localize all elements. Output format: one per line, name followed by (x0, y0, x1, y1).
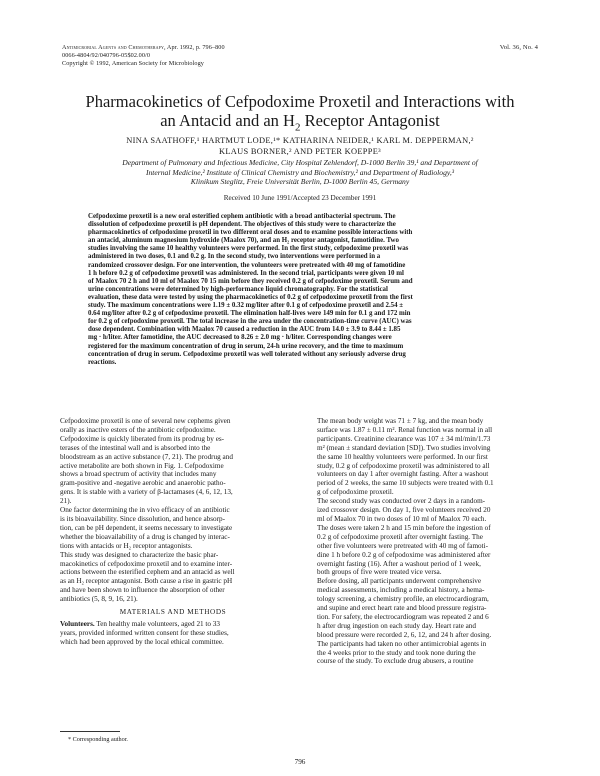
abstract-line: 1 h before 0.2 g of cefpodoxime proxetil was administered. In the second trial, participants were given 10 ml (88, 269, 404, 277)
affiliations (60, 158, 540, 187)
body-line: surface was 1.87 ± 0.11 m². Renal function was normal in all (317, 425, 493, 434)
body-line: Cefpodoxime proxetil is one of several new cephems given (60, 417, 231, 425)
body-line: The participants had taken no other antimicrobial agents in (317, 639, 487, 648)
left-column (60, 417, 286, 647)
body-line: macokinetics of cefpodoxime proxetil and to examine inter- (60, 559, 233, 568)
body-line: gens. It is stable with a variety of β-lactamases (4, 6, 12, 13, (60, 488, 233, 497)
author-list (50, 135, 550, 157)
body-line: h after drug ingestion on each study day. Heart rate and (317, 621, 476, 630)
body-line: tion. For safety, the electrocardiogram was repeated 2 and 6 (317, 612, 489, 621)
body-line: The mean body weight was 71 ± 7 kg, and the mean body (317, 417, 484, 425)
title-line-2-pre: an Antacid and an H (160, 111, 295, 130)
body-line: orally as inactive esters of the antibiotic cefpodoxime. (60, 425, 216, 434)
title-line-1: Pharmacokinetics of Cefpodoxime Proxetil and Interactions with (85, 92, 515, 111)
affiliation-line: Internal Medicine,² Institute of Clinical Chemistry and Biochemistry,² and Department of Radiology,³ (145, 167, 454, 177)
body-line: 21). (60, 497, 72, 506)
title-subscript: 2 (294, 121, 301, 134)
body-line: overnight fasting (16). After a washout period of 1 week, (317, 559, 481, 568)
body-line: course of the study. To exclude drug abusers, a routine (317, 657, 474, 666)
abstract-line: concentration of drug in serum. Cefpodoxime proxetil was well tolerated without any seriously adverse drug (88, 350, 406, 358)
body-line: is its bioavailability. Since dissolution, and hence absorp- (60, 514, 226, 523)
abstract-line: urine concentrations were determined by high-performance liquid chromatography. For the statistical (88, 285, 388, 293)
footnote-divider (60, 731, 120, 732)
body-line: ized crossover design. On day 1, five volunteers received 20 (317, 506, 491, 515)
body-line: both groups of five were treated vice versa. (317, 568, 442, 577)
abstract-line: studies involving the same 10 healthy volunteers were performed. In the first study, cefpodoxime proxetil was (88, 245, 409, 253)
body-line: tology screening, a chemistry profile, an electrocardiogram, (317, 595, 489, 604)
abstract-line: of Maalox 70 2 h and 10 ml of Maalox 70 15 min before they received 0.2 g of cefpodoxime proxetil. Serum and (88, 277, 413, 285)
affiliation-line: Klinikum Steglitz, Freie Universität Berlin, D-1000 Berlin 45, Germany (190, 177, 410, 187)
body-line: volunteers on day 1 after overnight fasting. After a washout (317, 470, 489, 479)
citation-text: , Apr. 1992, p. 796–800 (163, 44, 225, 51)
abstract-line: registered for the maximum concentration of drug in serum, 24-h urine recovery, and the time to maximum (88, 342, 404, 350)
abstract-line: dissolution of cefpodoxime proxetil is pH dependent. The objectives of this study were to characterize the (88, 221, 396, 229)
body-line: This study was designed to characterize the basic phar- (60, 550, 219, 559)
abstract-line: 0.64 mg/liter after 0.2 g of cefpodoxime proxetil. The elimination half-lives were 149 min for 0.1 g and 172 min (88, 310, 411, 318)
body-line: which had been approved by the local ethical committee. (60, 637, 224, 646)
body-line: antibiotics (5, 8, 9, 16, 21). (60, 595, 138, 604)
body-line (60, 620, 286, 629)
body-line: The doses were taken 2 h and 15 min before the ingestion of (317, 523, 491, 532)
body-line: terases of the intestinal wall and is absorbed into the (60, 443, 211, 452)
body-line: Before dosing, all participants underwent comprehensive (317, 577, 482, 586)
page-number: 796 (294, 758, 306, 766)
citation-line (62, 44, 225, 52)
abstract-line: randomized crossover design. For one intervention, the volunteers were pretreated with 40 mg of famotidine (88, 261, 406, 269)
body-line: active metabolite are both shown in Fig. 1. Cefpodoxime (60, 461, 224, 470)
abstract (88, 213, 512, 367)
affiliation-line: Department of Pulmonary and Infectious Medicine, City Hospital Zehlendorf, D-1000 Berlin 39,¹ and Department of (122, 158, 478, 167)
abstract-line: reactions. (88, 358, 117, 366)
body-line: The second study was conducted over 2 days in a random- (317, 497, 486, 506)
body-line: tion, can be pH dependent, it seems necessary to investigate (60, 523, 233, 532)
body-line: other five volunteers were pretreated with 40 mg of famoti- (317, 541, 489, 550)
article-title (40, 92, 560, 137)
body-line: Cefpodoxime is quickly liberated from its prodrug by es- (60, 434, 225, 443)
abstract-line: mg · h/liter. After famotidine, the AUC decreased to 8.26 ± 2.0 mg · h/liter. Corresponding changes were (88, 334, 392, 342)
body-line: bloodstream as an active substance (7, 21). The prodrug and (60, 452, 233, 461)
authors-line-2: KLAUS BORNER,² AND PETER KOEPPE³ (219, 147, 381, 156)
body-text: Ten healthy male volunteers, aged 21 to 33 (94, 619, 220, 628)
body-line: 0.2 g of cefpodoxime proxetil after overnight fasting. The (317, 532, 483, 541)
title-line-2-post: Receptor Antagonist (300, 111, 440, 130)
abstract-line: dose dependent. Combination with Maalox 70 caused a reduction in the AUC from 14.0 ± 3.9 to 8.44 ± 1.85 (88, 326, 401, 334)
section-heading-methods: MATERIALS AND METHODS (119, 608, 227, 617)
abstract-line: for 0.2 g of cefpodoxime proxetil. The total increase in the area under the concentration-time curve (AUC) was (88, 318, 412, 326)
body-line: as an H₂ receptor antagonist. Both cause a rise in gastric pH (60, 577, 233, 586)
subsection-label-volunteers: Volunteers. (60, 619, 95, 628)
body-line: blood pressure were recorded 2, 6, 12, and 24 h after dosing. (317, 630, 492, 639)
copyright-line: Copyright © 1992, American Society for Microbiology (62, 60, 204, 68)
body-line: study, 0.2 g of cefpodoxime proxetil was administered to all (317, 461, 490, 470)
body-line: years, provided informed written consent for these studies, (60, 628, 229, 637)
abstract-line: an antacid, aluminum magnesium hydroxide (Maalox 70), and an H₂ receptor antagonist, famotidine. Two (88, 237, 399, 245)
right-column (317, 417, 543, 666)
body-line: and have been shown to influence the absorption of other (60, 586, 225, 595)
body-line: actions between the esterified cephem and an antacid as well (60, 568, 235, 577)
abstract-line: study. The maximum concentrations were 1.19 ± 0.32 mg/liter after 0.1 g of cefpodoxime proxetil and 2.54 ± (88, 302, 404, 310)
body-line: g of cefpodoxime proxetil. (317, 488, 394, 497)
body-line: One factor determining the in vivo efficacy of an antibiotic (60, 506, 230, 515)
authors-line-1: NINA SAATHOFF,¹ HARTMUT LODE,¹* KATHARINA NEIDER,¹ KARL M. DEPPERMAN,² (126, 136, 474, 145)
title-line-2 (40, 111, 560, 137)
body-line: period of 2 weeks, the same 10 subjects were treated with 0.1 (317, 479, 494, 488)
journal-name: Antimicrobial Agents and Chemotherapy (62, 44, 164, 51)
abstract-line: pharmacokinetics of cefpodoxime proxetil in two different oral doses and to examine possible interactions with (88, 229, 413, 237)
body-line: and supine and erect heart rate and blood pressure registra- (317, 604, 487, 613)
abstract-line: Cefpodoxime proxetil is a new oral esterified cephem antibiotic with a broad antibacterial spectrum. The (88, 213, 396, 220)
body-line: the 4 weeks prior to the study and took none during the (317, 648, 476, 657)
abstract-line: administered in two doses, 0.1 and 0.2 g. In the second study, two interventions were performed in a (88, 253, 381, 261)
body-line: gram-positive and -negative aerobic and anaerobic patho- (60, 479, 226, 488)
body-line: ml of Maalox 70 in two doses of 10 ml of Maalox 70 each. (317, 514, 487, 523)
body-line: the same 10 healthy volunteers were performed. In our first (317, 452, 488, 461)
body-line: shows a broad spectrum of activity that includes many (60, 470, 217, 479)
footnote: * Corresponding author. (68, 736, 128, 743)
abstract-line: evaluation, these data were tested by using the pharmacokinetics of 0.2 g of cefpodoxime proxetil from the first (88, 293, 413, 301)
body-line: medical assessments, including a medical history, a hema- (317, 586, 485, 595)
body-line: tions with antacids or H₂ receptor antagonists. (60, 541, 193, 550)
received-dates: Received 10 June 1991/Accepted 23 December 1991 (223, 194, 377, 202)
running-header (62, 44, 225, 69)
volume-info: Vol. 36, No. 4 (499, 44, 538, 51)
issn-line: 0066-4804/92/040796-05$02.00/0 (62, 52, 151, 60)
body-line: participants. Creatinine clearance was 107 ± 34 ml/min/1.73 (317, 434, 491, 443)
body-line: m² (mean ± standard deviation [SD]). Two studies involving (317, 443, 491, 452)
body-line: dine 1 h before 0.2 g of cefpodoxime was administered after (317, 550, 491, 559)
body-line: whether the bioavailability of a drug is changed by interac- (60, 532, 230, 541)
